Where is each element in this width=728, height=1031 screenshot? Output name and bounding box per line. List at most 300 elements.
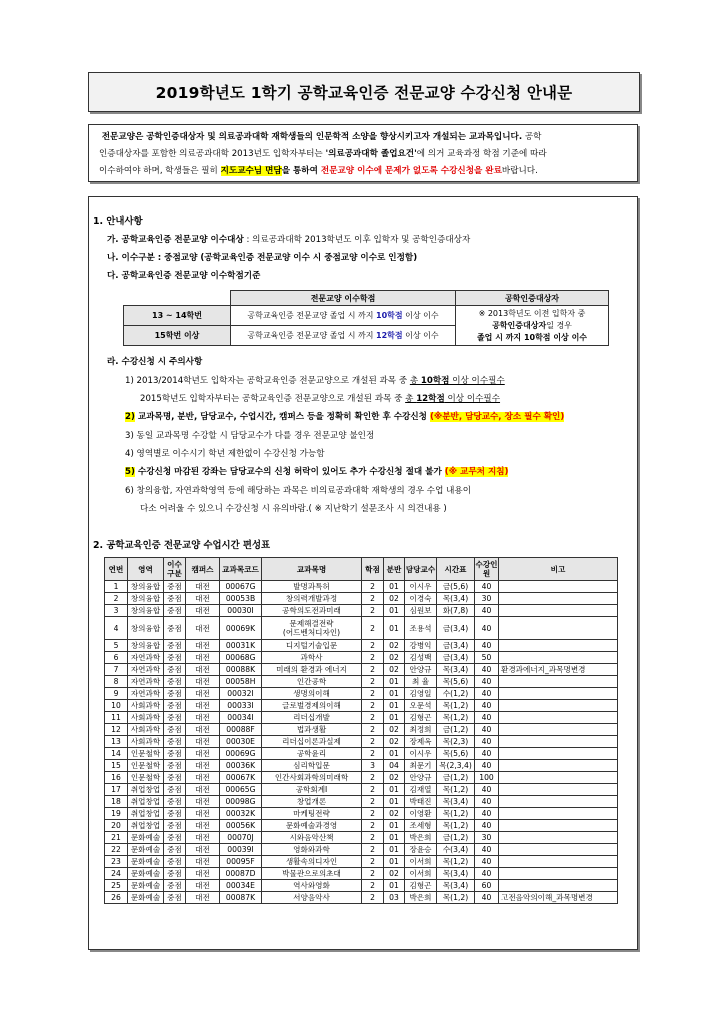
intro-line-3: [99, 163, 629, 180]
table-cell: 40: [475, 796, 499, 808]
table-cell: 04: [384, 760, 405, 772]
table-cell: 14: [105, 748, 128, 760]
table-cell: 20: [105, 820, 128, 832]
title-box: [88, 72, 640, 112]
table-cell: 대전: [186, 700, 220, 712]
table-cell: 01: [384, 832, 405, 844]
table-cell: 40: [475, 688, 499, 700]
table-cell: 오문석: [405, 700, 437, 712]
n2a: 교과목명, 분반, 담당교수, 수업시간, 캠퍼스 등을 정확히 확인한 후 수강신청: [134, 412, 430, 422]
table-cell: 목(1,2): [437, 892, 475, 904]
table-cell: 30: [475, 832, 499, 844]
table-cell: 02: [384, 640, 405, 652]
table-cell: 00065G: [220, 784, 262, 796]
table-cell: 조세형: [405, 820, 437, 832]
table-cell: 문제해결전략 (어드벤처디자인): [262, 617, 362, 640]
table-cell: 안양규: [405, 664, 437, 676]
table-row: [105, 736, 618, 748]
note-1: [125, 374, 505, 386]
table-cell: 01: [384, 820, 405, 832]
table-cell: 서양음악사: [262, 892, 362, 904]
table-cell: 환경과에너지_과목명변경: [499, 664, 618, 676]
table-cell: 2: [362, 700, 384, 712]
table-cell: 대전: [186, 605, 220, 617]
table-cell: 6: [105, 652, 128, 664]
table-cell: 2: [362, 892, 384, 904]
table-cell: 01: [384, 796, 405, 808]
table-row: [105, 892, 618, 904]
r2b: 12학점: [376, 331, 403, 340]
table-cell: 박태진: [405, 796, 437, 808]
table-cell: 대전: [186, 712, 220, 724]
table-cell: 리더십이론과실제: [262, 736, 362, 748]
table-cell: 목(3,4): [437, 664, 475, 676]
table-cell: 목(1,2): [437, 700, 475, 712]
table-cell: 대전: [186, 760, 220, 772]
table-cell: 중점: [164, 688, 186, 700]
table-cell: 00033I: [220, 700, 262, 712]
table-cell: [499, 748, 618, 760]
table-cell: 3: [105, 605, 128, 617]
section1-heading: 1. 안내사항: [93, 216, 143, 227]
table-row: [105, 724, 618, 736]
table-cell: 자연과학: [128, 688, 164, 700]
column-header: 교과목코드: [220, 558, 262, 581]
table-cell: 문화예술: [128, 880, 164, 892]
table-cell: [499, 808, 618, 820]
note2b: 일 경우: [546, 320, 572, 330]
table-cell: 중점: [164, 868, 186, 880]
n5num: 5): [125, 467, 135, 477]
table-cell: 중점: [164, 640, 186, 652]
table-row: [105, 700, 618, 712]
table-cell: 00031K: [220, 640, 262, 652]
table-cell: [499, 581, 618, 593]
intro-l2c: 에 의거 교육과정 학점 기준에 따라: [416, 149, 547, 159]
table-cell: 00095F: [220, 856, 262, 868]
table-cell: 2: [362, 617, 384, 640]
table-cell: 2: [362, 748, 384, 760]
criteria-row1-text: [231, 306, 456, 326]
table-cell: 문화예술: [128, 892, 164, 904]
table-cell: 금(3,4): [437, 617, 475, 640]
table-cell: 00036K: [220, 760, 262, 772]
n1e: 2015학년도 입학자부터는 공학교육인증 전문교양으로 개설된 과목 중: [140, 394, 406, 404]
table-cell: 40: [475, 664, 499, 676]
table-cell: 02: [384, 736, 405, 748]
table-cell: 김형곤: [405, 712, 437, 724]
table-cell: 시와음악산책: [262, 832, 362, 844]
table-cell: 중점: [164, 664, 186, 676]
column-header: 수강인원: [475, 558, 499, 581]
table-cell: 금(1,2): [437, 832, 475, 844]
table-cell: 30: [475, 593, 499, 605]
table-cell: 취업창업: [128, 796, 164, 808]
table-cell: 목(5,6): [437, 676, 475, 688]
intro-l3b: 지도교수님 면담: [220, 166, 282, 176]
table-cell: 26: [105, 892, 128, 904]
item-ga: [107, 233, 470, 245]
table-cell: 발명과특허: [262, 581, 362, 593]
table-cell: 박은희: [405, 832, 437, 844]
table-cell: 16: [105, 772, 128, 784]
table-cell: 문화예술: [128, 868, 164, 880]
table-cell: 5: [105, 640, 128, 652]
table-cell: 00098G: [220, 796, 262, 808]
table-cell: 강병익: [405, 640, 437, 652]
table-cell: 60: [475, 880, 499, 892]
table-cell: 창의융합: [128, 617, 164, 640]
table-cell: 40: [475, 844, 499, 856]
n2num: 2): [125, 412, 135, 422]
item-ra: 라. 수강신청 시 주의사항: [107, 357, 203, 367]
column-header: 비고: [499, 558, 618, 581]
table-cell: 사회과학: [128, 724, 164, 736]
r1a: 공학교육인증 전문교양 졸업 시 까지: [247, 311, 377, 320]
table-cell: 취업창업: [128, 808, 164, 820]
table-cell: 19: [105, 808, 128, 820]
table-cell: 대전: [186, 832, 220, 844]
table-cell: 문화예술: [128, 832, 164, 844]
table-cell: 김영일: [405, 688, 437, 700]
table-cell: [499, 832, 618, 844]
table-cell: 대전: [186, 856, 220, 868]
table-cell: [499, 676, 618, 688]
table-cell: 40: [475, 676, 499, 688]
table-cell: [499, 772, 618, 784]
table-cell: 40: [475, 760, 499, 772]
table-cell: 4: [105, 617, 128, 640]
table-cell: 중점: [164, 724, 186, 736]
table-cell: 중점: [164, 772, 186, 784]
table-cell: 문화예술: [128, 856, 164, 868]
table-cell: 인문철학: [128, 760, 164, 772]
table-cell: 과학사: [262, 652, 362, 664]
table-cell: [499, 617, 618, 640]
table-cell: [499, 652, 618, 664]
table-cell: 00030I: [220, 605, 262, 617]
item-da: 다. 공학교육인증 전문교양 이수학점기준: [107, 271, 261, 281]
intro-box: [88, 124, 638, 182]
table-cell: 생명의이해: [262, 688, 362, 700]
table-cell: 이영환: [405, 808, 437, 820]
table-cell: 금(1,2): [437, 724, 475, 736]
n5a: 수강신청 마감된 강좌는 담당교수의 신청 허락이 있어도 추가 수강신청 절대 불가: [134, 467, 445, 477]
criteria-table: [123, 290, 609, 346]
table-cell: [499, 820, 618, 832]
table-cell: 1: [105, 581, 128, 593]
n1d: 이상 이수필수: [449, 376, 505, 386]
table-cell: 00070J: [220, 832, 262, 844]
table-cell: [499, 724, 618, 736]
table-cell: 2: [362, 856, 384, 868]
table-cell: 중점: [164, 892, 186, 904]
table-cell: 최문기: [405, 760, 437, 772]
table-cell: 2: [105, 593, 128, 605]
table-cell: 대전: [186, 868, 220, 880]
table-cell: 장윤승: [405, 844, 437, 856]
table-row: [105, 581, 618, 593]
table-cell: 대전: [186, 820, 220, 832]
table-cell: 23: [105, 856, 128, 868]
table-cell: 역사와영화: [262, 880, 362, 892]
criteria-row2-text: [231, 326, 456, 346]
table-cell: 13: [105, 736, 128, 748]
n1f: 총: [405, 394, 417, 404]
table-cell: 00032K: [220, 808, 262, 820]
table-cell: 목(1,2): [437, 856, 475, 868]
table-cell: [499, 640, 618, 652]
table-cell: 인문철학: [128, 748, 164, 760]
table-cell: 김재열: [405, 784, 437, 796]
table-cell: 취업창업: [128, 820, 164, 832]
table-cell: 대전: [186, 640, 220, 652]
table-cell: [499, 760, 618, 772]
table-cell: 2: [362, 664, 384, 676]
table-cell: 2: [362, 820, 384, 832]
table-cell: 중점: [164, 712, 186, 724]
table-cell: 중점: [164, 593, 186, 605]
item-ga-label: 가. 공학교육인증 전문교양 이수대상: [107, 235, 244, 245]
table-cell: 중점: [164, 832, 186, 844]
note2: 공학인증대상자: [492, 320, 547, 330]
table-cell: 40: [475, 640, 499, 652]
column-header: 이수구분: [164, 558, 186, 581]
table-cell: 중점: [164, 856, 186, 868]
table-cell: 00034I: [220, 712, 262, 724]
table-cell: 24: [105, 868, 128, 880]
note3: 졸업 시 까지 10학점 이상 이수: [476, 332, 588, 342]
table-cell: 장제옥: [405, 736, 437, 748]
table-cell: 2: [362, 712, 384, 724]
table-cell: 대전: [186, 736, 220, 748]
table-cell: 00067K: [220, 772, 262, 784]
table-cell: 00088F: [220, 724, 262, 736]
n1b: 총: [409, 376, 421, 386]
table-cell: 영화와과학: [262, 844, 362, 856]
table-cell: 이시우: [405, 581, 437, 593]
table-cell: 40: [475, 617, 499, 640]
table-cell: 중점: [164, 784, 186, 796]
table-cell: 01: [384, 605, 405, 617]
table-cell: 박은희: [405, 892, 437, 904]
table-cell: 목(3,4): [437, 796, 475, 808]
table-cell: 12: [105, 724, 128, 736]
table-cell: [499, 796, 618, 808]
criteria-note: [456, 306, 609, 346]
intro-l3a: 이수하여야 하며, 학생들은 필히: [99, 166, 221, 176]
table-cell: 01: [384, 880, 405, 892]
table-cell: 40: [475, 856, 499, 868]
table-cell: 금(3,4): [437, 652, 475, 664]
n5b: (※ 교무처 지침): [444, 467, 509, 477]
table-cell: 01: [384, 700, 405, 712]
table-cell: 2: [362, 581, 384, 593]
table-cell: 40: [475, 724, 499, 736]
item-ga-text: : 의료공과대학 2013학년도 이후 입학자 및 공학인증대상자: [243, 235, 471, 245]
table-cell: 창의융합: [128, 640, 164, 652]
criteria-row2-label: 15학번 이상: [124, 326, 231, 346]
table-cell: 40: [475, 605, 499, 617]
intro-l3c: 을 통하여: [281, 166, 321, 176]
table-cell: 목(1,2): [437, 808, 475, 820]
table-cell: 2: [362, 784, 384, 796]
table-cell: 목(2,3,4): [437, 760, 475, 772]
criteria-corner: [124, 291, 231, 306]
table-cell: 마케팅전략: [262, 808, 362, 820]
table-cell: 김형곤: [405, 880, 437, 892]
table-cell: [499, 712, 618, 724]
table-cell: [499, 736, 618, 748]
table-cell: 미래의 환경과 에너지: [262, 664, 362, 676]
table-cell: 40: [475, 700, 499, 712]
table-cell: 창의융합: [128, 581, 164, 593]
table-cell: 김성백: [405, 652, 437, 664]
table-cell: 중점: [164, 676, 186, 688]
table-cell: 2: [362, 652, 384, 664]
table-cell: 목(3,4): [437, 880, 475, 892]
table-row: [105, 760, 618, 772]
table-cell: 조용석: [405, 617, 437, 640]
table-cell: 00087K: [220, 892, 262, 904]
table-cell: [499, 688, 618, 700]
table-cell: 고전음악의이해_과목명변경: [499, 892, 618, 904]
table-cell: 생활속의디자인: [262, 856, 362, 868]
table-cell: 대전: [186, 724, 220, 736]
course-table-header: [105, 558, 618, 581]
table-cell: 2: [362, 688, 384, 700]
table-cell: 글로벌경제의이해: [262, 700, 362, 712]
table-cell: 대전: [186, 784, 220, 796]
table-cell: 이경숙: [405, 593, 437, 605]
table-cell: 00058H: [220, 676, 262, 688]
table-cell: 40: [475, 748, 499, 760]
table-cell: 공학윤리: [262, 748, 362, 760]
table-cell: [499, 868, 618, 880]
table-cell: 3: [362, 760, 384, 772]
note-1b: [140, 392, 500, 404]
table-cell: 2: [362, 796, 384, 808]
table-row: [105, 593, 618, 605]
table-cell: [499, 856, 618, 868]
table-cell: 심원보: [405, 605, 437, 617]
table-cell: 중점: [164, 760, 186, 772]
table-cell: 목(3,4): [437, 593, 475, 605]
table-cell: 03: [384, 892, 405, 904]
table-cell: 00069K: [220, 617, 262, 640]
table-cell: 중점: [164, 700, 186, 712]
table-cell: 목(3,4): [437, 868, 475, 880]
table-cell: 인간공학: [262, 676, 362, 688]
table-cell: 창업개론: [262, 796, 362, 808]
table-cell: 21: [105, 832, 128, 844]
table-cell: 01: [384, 856, 405, 868]
page-title: 2019학년도 1학기 공학교육인증 전문교양 수강신청 안내문: [155, 84, 573, 102]
column-header: 시간표: [437, 558, 475, 581]
table-cell: 중점: [164, 736, 186, 748]
r1b: 10학점: [376, 311, 403, 320]
table-cell: 02: [384, 724, 405, 736]
table-row: [105, 832, 618, 844]
table-cell: [499, 784, 618, 796]
table-cell: 18: [105, 796, 128, 808]
table-cell: 디지털기술입문: [262, 640, 362, 652]
table-cell: 40: [475, 581, 499, 593]
n1c: 10학점: [420, 376, 450, 386]
table-row: [105, 784, 618, 796]
table-cell: 대전: [186, 844, 220, 856]
table-cell: 문화예술과경영: [262, 820, 362, 832]
table-cell: 대전: [186, 880, 220, 892]
table-cell: 중점: [164, 617, 186, 640]
table-cell: 심리학입문: [262, 760, 362, 772]
n1g: 12학점: [416, 394, 445, 404]
table-cell: 인간사회과학의미래학: [262, 772, 362, 784]
table-cell: 대전: [186, 748, 220, 760]
table-cell: 대전: [186, 892, 220, 904]
table-cell: 10: [105, 700, 128, 712]
note-4: 4) 영역별로 이수시기 학년 제한없이 수강신청 가능함: [125, 449, 325, 459]
table-cell: 사회과학: [128, 700, 164, 712]
table-cell: 법과생활: [262, 724, 362, 736]
table-cell: 중점: [164, 581, 186, 593]
table-cell: 00088K: [220, 664, 262, 676]
table-cell: 00032I: [220, 688, 262, 700]
table-cell: [499, 844, 618, 856]
table-cell: 00067G: [220, 581, 262, 593]
table-row: [105, 676, 618, 688]
main-box: [88, 196, 638, 950]
table-row: [105, 772, 618, 784]
course-table-body: [105, 581, 618, 904]
table-cell: [499, 593, 618, 605]
table-cell: 대전: [186, 664, 220, 676]
table-cell: 리더십개발: [262, 712, 362, 724]
criteria-header-1: 전문교양 이수학점: [231, 291, 456, 306]
intro-line-2: [99, 146, 629, 163]
table-cell: 00034E: [220, 880, 262, 892]
table-row: [105, 664, 618, 676]
table-cell: 사회과학: [128, 712, 164, 724]
table-cell: 이서희: [405, 856, 437, 868]
table-cell: 00056K: [220, 820, 262, 832]
table-cell: 2: [362, 640, 384, 652]
table-cell: 2: [362, 844, 384, 856]
table-cell: 취업창업: [128, 784, 164, 796]
table-cell: 50: [475, 652, 499, 664]
r2c: 이상 이수: [402, 331, 439, 340]
table-cell: 17: [105, 784, 128, 796]
table-row: [105, 652, 618, 664]
table-cell: 창의융합: [128, 605, 164, 617]
table-cell: 2: [362, 676, 384, 688]
table-cell: 대전: [186, 676, 220, 688]
intro-l3d: 전문교양 이수에 문제가 없도록 수강신청을 완료: [320, 166, 502, 176]
column-header: 영역: [128, 558, 164, 581]
intro-l2b: '의료공과대학 졸업요건': [325, 149, 417, 159]
table-cell: 창의융합: [128, 593, 164, 605]
table-cell: 02: [384, 868, 405, 880]
table-cell: 25: [105, 880, 128, 892]
table-cell: 창의력개발과정: [262, 593, 362, 605]
column-header: 연번: [105, 558, 128, 581]
table-cell: 02: [384, 808, 405, 820]
table-row: [105, 605, 618, 617]
note-2: [125, 410, 564, 422]
table-row: [105, 748, 618, 760]
table-cell: 15: [105, 760, 128, 772]
table-cell: 40: [475, 784, 499, 796]
